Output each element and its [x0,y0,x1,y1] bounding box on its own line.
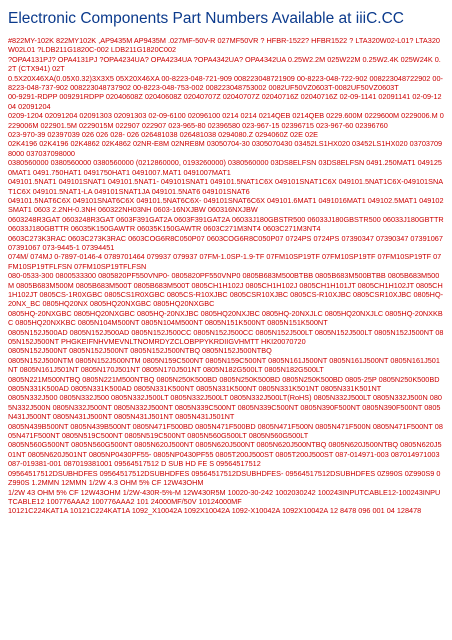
part-number-line: 049101.5NAT1 049101SNAT1 049101.5NAT1- 049101SNAT1 049101.5NAT1C6X 049101SNAT1C6X 049101.5NAT1C6X-049101SNAT1C6X 049101.5NAT1-LA 049101SNAT1JA 049101.5NAT6 049101SNAT6 [8,177,444,196]
part-number-line: ?OPA4131PJ? OPA4131PJ ?OPA4234UA? OPA4234UA ?OPA4342UA? OPA4342UA 0.25W2.2M 025W22M 0.25W2.4K 025W24K 0.2T (CTX941) 02T [8,54,441,74]
part-number-line: 0805N152J500AD 0805N152J500AD 0805N152J500CC 0805N152J500CC 0805N152J500LT 0805N152J500LT 0805N152J500NT 0805N152J500NT PHGKEIFNHVMEVNLTNOMRDYZCLOBPPYKRDIIGVHMTT HKI20070720 [8,327,444,346]
part-number-line: 080-0533-300 0800533300 0805820PF550VNP0- 0805820PF550VNP0 0805B683M500BTBB 0805B683M500BTBB 0805B683M500M 0805B683M500M 0805B683M500T 0805B683M500T 0805CH1H102J 0805CH1H102J 0805CH1H101JT 0805CH1H102JT 0805CH1H102JT 0805CS-1R0XGBC 0805CS1R0XGBC 0805CS-R10XJBC 0805CSR10XJBC 0805CS-R10XJBC 0805CSR10XJBC 0805HQ-20NX_BC 0805HQ20NX 0805HQ20NXGBC 0805HQ20NXGBC [8,271,444,309]
part-number-line: #822MY-102K 822MY102K ,AP9435M AP9435M .027MF-50V-R 027MF50VR ? HFBR-1522? HFBR1522 ? LTA320W02-L01? LTA320W02L01 ?LDB211G1820C-002 LDB211G1820C002 [8,36,440,55]
part-number-line: 0.5X20X46XA(0.05X0.32)3X3X5 05X20X46XA 00-8223-048-721-909 00822304872​1909 00-8223-048-722-902 00822304872​2902 00-8223-048-737-902 00822304873​7902 00-8223-048-753-002 00822304875​3002 0082UF50VZ0603T-0082UF50VZ0603T [8,73,443,93]
part-number-line: 10121C224KAT1A 10121C224KAT1A 1092_X10042A 1092X10042A 1092-X10042A 1092X10042A 12 8478 096 001 04 128478 [8,506,422,516]
part-number-line: 0603248R3GAT 0603248R3GAT 0603F391GAT2A 0603F391GAT2A 06033J180GBSTR500 06033J180GBSTR500 06033J180GBTTR 06033J180GBTTR 06035K150GAWTR 06035K150GAWTR 0603C271M3NT4 0603C271M3NT4 [8,214,444,234]
part-number-line: 0805N332J500 0805N332J500 0805N332J500LT 0805N332J500LT 0805N332J500LT(RoHS) 0805N332J500LT 0805N332J500N 0805N332J500N 0805N332J500NT 0805N332J500NT 0805N339C500NT 0805N339C500NT 0805N390F500NT 0805N390F500NT 0805N431J500NT 0805N431J500NT 0805N431J501NT 0805N431J501NT [8,393,442,422]
part-number-line: 02K4196 02K4196 02K4862 02K4862 02NR-E8M 02NRE8M 03050704-30 0305070430 03452LS1HX020 03452LS1HX020 037037098000 037037098000 [8,139,443,158]
part-number-line: 023-970-39 02397039 026 026 028- 026 026481038 026481038 0294080.Z 0294060Z 02E 02E [8,130,318,140]
part-number-line: 0805N221M500NTBQ 0805N221M500NTBQ 0805N250K500BD 0805N250K500BD 0805N250K500BD 0805-25P 0805N250K500BD 0805N331K500AD 0805N331K500AD 0805N331K500NT 0805N331K500NT 0805N331K501NT 0805N331K501NT [8,374,440,394]
part-number-line: 049101.5NAT6C6X 049101SNAT6C6X 049101.5NAT6C6X- 049101SNAT6C6X 049101.6MAT1 0491016MAT1 049102.5MAT1 049102SMAT1 0603 2.2NH-0.3NH 060322NH03NH 0603-16NXJBW 060316NXJBW [8,195,444,215]
part-number-line: 0805N152J500NT 0805N152J500NT 0805N152J500NTBQ 0805N152J500NTBQ [8,346,272,356]
page-title: Electronic Components Part Numbers Available at iiiC.CC [8,10,404,27]
part-number-line: 00-9291-RDPP 009291RDPP 02040608Z 02040608Z 02040707Z 02040707Z 02040716Z 02040716Z 02-09-1141 02091141 02-09-1204 02091204 [8,92,442,111]
part-number-line: 0603C273K3RAC 0603C273K3RAC 0603COG6R8C050P07 0603COG6R8C050P07 0724PS 0724PS 07390347 07390347 07391067 07391067 073-9445-1 07394451 [8,233,443,252]
part-number-line: 1/2W 43 OHM 5% CF 12W43OHM 1/2W-430R-5%-M 12W430R5M 10020-30-242 1002030242 100243INPUTCABLE12-100243INPUTCABLE12 100776AAA2 100776AAA2 101 24000MF/50V 10124000MF [8,487,441,506]
part-number-line: 0805N439B500NT 0805N439B500NT 0805N471F500BD 0805N471F500BD 0805N471F500N 0805N471F500N 0805N471F500NT 0805N471F500NT 0805N519C500NT 0805N519C500NT 0805N560G500LT 0805N560G500LT [8,421,443,441]
part-number-line: 074M/ 074MJ 0-7897-0146-4 078970146​4 079937 079937 07FM-1.0SP-1.9-TF 07FM10SP19TF 07FM10SP19TF 07FM10SP19TF 07FM10SP19TFLFSN 07FM10SP19TFLFSN [8,252,442,271]
part-number-line: 09564517512DSUBHDFES 09564517512DSUBHDFES 09564517512DSUBHDFES- 09564517512DSUBHDFES 0Z990S 0Z990S9 0Z990S 1.2MMN 12MMN 1/2W 4.3 OHM 5% CF 12W43OHM [8,468,441,488]
part-number-line: 0380560000 0380560000 0380560000 (0212860000, 0193260000) 0380560000 03DS8ELFSN 03DS8ELFSN 0491.250MAT1 0491250MAT1 0491.750HAT1 0491750HAT1 0491007.MAT1 0491007MAT1 [8,158,442,177]
part-number-line: 0209-1204 02091204 02091303 02091303 02-09-6100 02096100 0214 0214 0214QEB 0214QEB 0229.600M 0229600M 0229006.M 0229006M 022901.5M 0229015M 022907 022907 023-965-80 02396580 023-967-15 02396715 023-967-60 02396760 [8,111,444,130]
part-number-line: 0805N152J500NTM 0805N152J500NTM 0805N159C500NT 0805N159C500NT 0805N161J500NT 0805N161J500NT 0805N161J501NT 0805N161J501NT 0805N170J501NT 0805N170J501NT 0805N182G500LT 0805N182G500LT [8,355,440,375]
part-number-list [8,36,444,516]
part-number-line: 0805HQ-20NXGBC 0805HQ20NXGBC 0805HQ-20NXJBC 0805HQ20NXJBC 0805HQ-20NXJLC 0805HQ20NXJLC 0805HQ-20NXKBC 0805HQ20NXKBC 0805N104M500NT 0805N104M500NT 0805N151K500NT 0805N151K500NT [8,308,443,328]
part-number-line: 0805N560G500NT 0805N560G500NT 0805N620J500NT 0805N620J500NT 0805N620J500NTBQ 0805N620J500NTBQ 0805N620J501NT 0805N620J501NT 0805NP0430PF55- 0805NP0430PF55 0805T200J500ST 0805T200J500ST 087-014971-003 087014971003 087-019381-001 087019381001 09564517512 D SUB HD FE S 09564517512 [8,440,442,469]
